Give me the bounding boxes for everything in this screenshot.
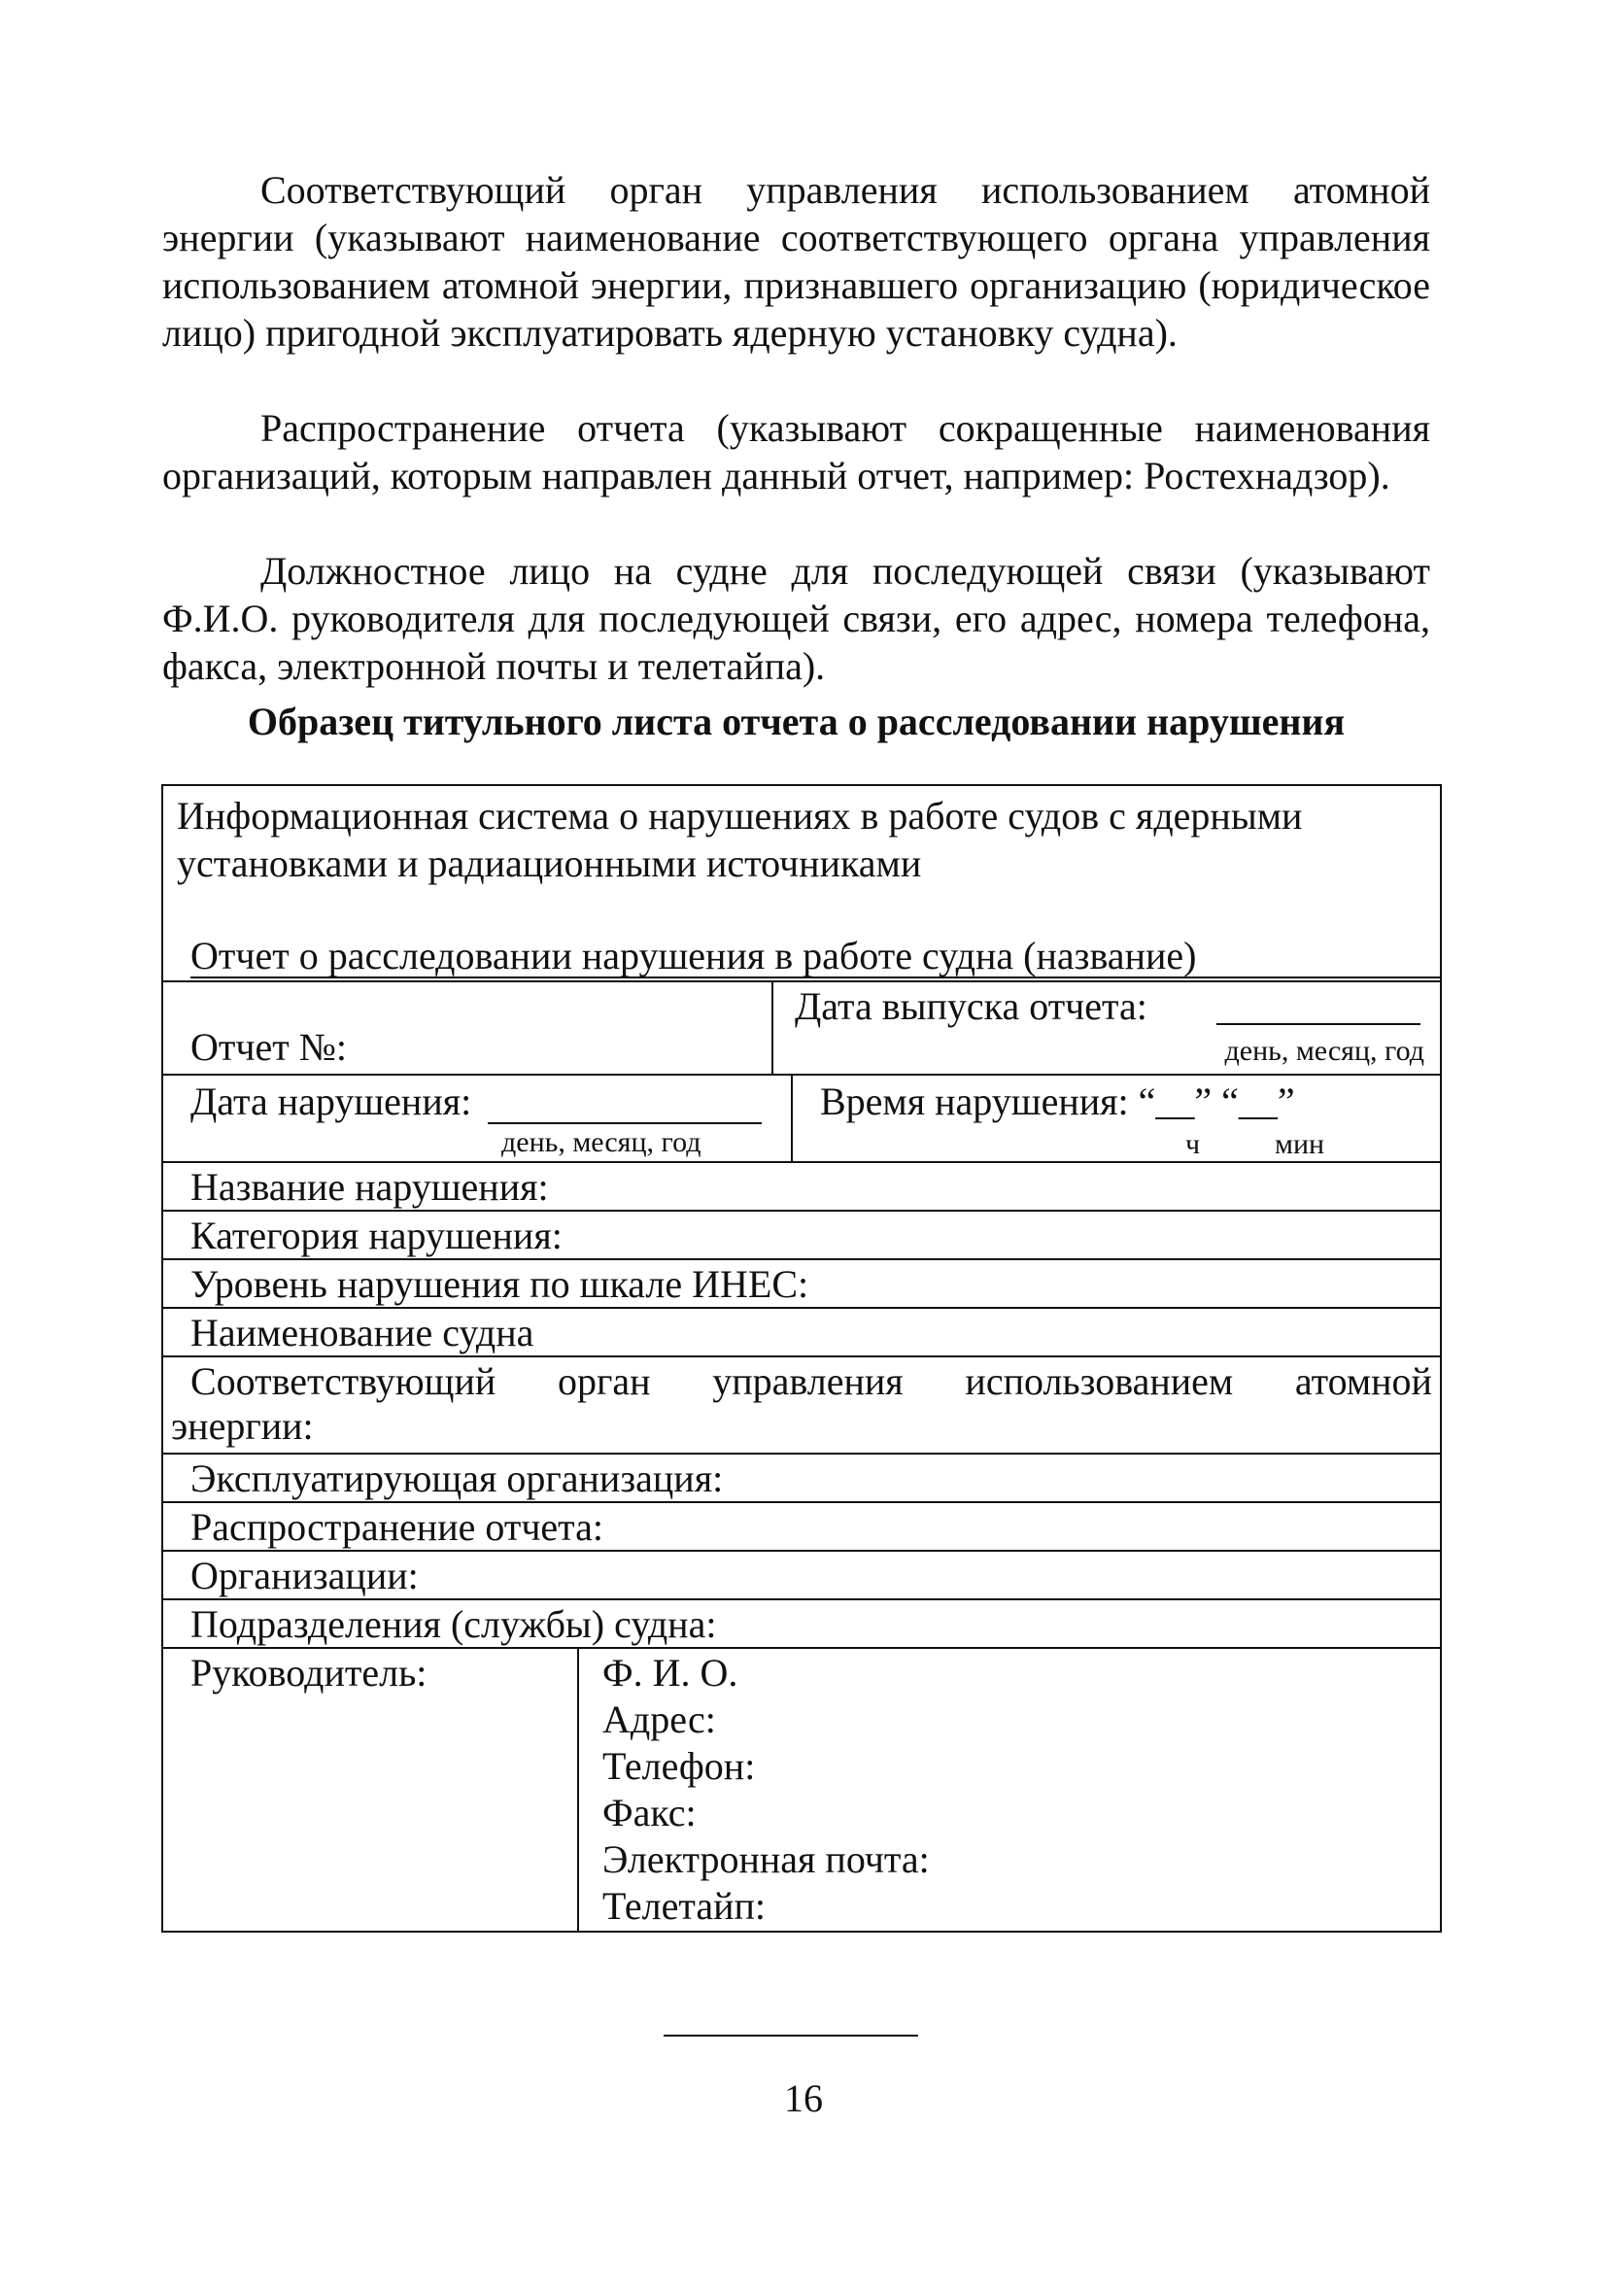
system-name-line-1: Информационная система о нарушениях в работе судов с ядерными [177, 794, 1303, 838]
authority-word: использованием [965, 1359, 1234, 1403]
row-divider [163, 1161, 1440, 1163]
authority-word: Соответствующий [190, 1359, 496, 1403]
authority-word: орган [557, 1359, 651, 1403]
row-divider [163, 1453, 1440, 1455]
column-divider [577, 1647, 579, 1931]
row-divider [163, 1355, 1440, 1357]
authority-label-line-1 [190, 1359, 1432, 1404]
paragraph-contact-person: Должностное лицо на судне для последующей связи (указывают Ф.И.О. руководителя для последующей связи, его адрес, номера телефона, факса, электронной почты и телетайпа). [162, 549, 1430, 688]
violation-name-label: Название нарушения: [190, 1165, 549, 1209]
violation-date-hint: день, месяц, год [501, 1126, 701, 1158]
ines-level-label: Уровень нарушения по шкале ИНЕС: [190, 1262, 809, 1306]
page-number: 16 [784, 2076, 823, 2120]
fio-label: Ф. И. О. [602, 1651, 738, 1695]
vessel-name-label: Наименование судна [190, 1311, 534, 1354]
email-label: Электронная почта: [602, 1837, 930, 1881]
minutes-hint: мин [1275, 1128, 1325, 1160]
fax-label: Факс: [602, 1791, 697, 1834]
column-divider [791, 1074, 793, 1161]
violation-date-underline [488, 1122, 762, 1124]
report-title: Отчет о расследовании нарушения в работе судна (название) [190, 934, 1197, 977]
authority-word: управления [712, 1359, 904, 1403]
hours-hint: ч [1185, 1128, 1201, 1160]
organizations-label: Организации: [190, 1554, 419, 1597]
distribution-label: Распространение отчета: [190, 1505, 604, 1549]
issue-date-label: Дата выпуска отчета: [795, 984, 1147, 1028]
form-title: Образец титульного листа отчета о расследовании нарушения [247, 700, 1346, 743]
row-divider [163, 1258, 1440, 1260]
address-label: Адрес: [602, 1697, 716, 1741]
title-page-form [161, 784, 1442, 1933]
row-divider [163, 1647, 1440, 1649]
row-divider [163, 1210, 1440, 1212]
system-name-line-2: установками и радиационными источниками [177, 841, 922, 885]
report-number-label: Отчет №: [190, 1025, 347, 1069]
paragraph-distribution: Распространение отчета (указывают сокращенные наименования организаций, которым направлен данный отчет, например: Ростехнадзор). [162, 406, 1430, 497]
row-divider [163, 1550, 1440, 1552]
head-label: Руководитель: [190, 1651, 427, 1695]
violation-category-label: Категория нарушения: [190, 1214, 563, 1257]
row-divider [163, 1074, 1440, 1076]
footer-rule [664, 2035, 918, 2037]
paragraph-authority: Соответствующий орган управления использованием атомной энергии (указывают наименование соответствующего органа управления использованием атомной энергии, признавшего организацию (юридическое лицо) пригодной эксплуатировать ядерную установку судна). [162, 168, 1430, 355]
phone-label: Телефон: [602, 1744, 756, 1788]
row-divider [163, 1501, 1440, 1503]
telex-label: Телетайп: [602, 1884, 767, 1928]
row-divider [163, 980, 1440, 982]
authority-word: атомной [1294, 1359, 1432, 1403]
authority-label-line-2: энергии: [171, 1404, 314, 1448]
divisions-label: Подразделения (службы) судна: [190, 1602, 717, 1646]
column-divider [771, 980, 773, 1074]
operating-organization-label: Эксплуатирующая организация: [190, 1456, 724, 1500]
issue-date-hint: день, месяц, год [1224, 1035, 1424, 1067]
violation-date-label: Дата нарушения: [190, 1079, 472, 1123]
row-divider [163, 1598, 1440, 1600]
report-title-underline [190, 977, 1441, 978]
row-divider [163, 1307, 1440, 1309]
violation-time-label: Время нарушения: “__” “__” [820, 1079, 1295, 1123]
issue-date-underline [1216, 1023, 1420, 1025]
